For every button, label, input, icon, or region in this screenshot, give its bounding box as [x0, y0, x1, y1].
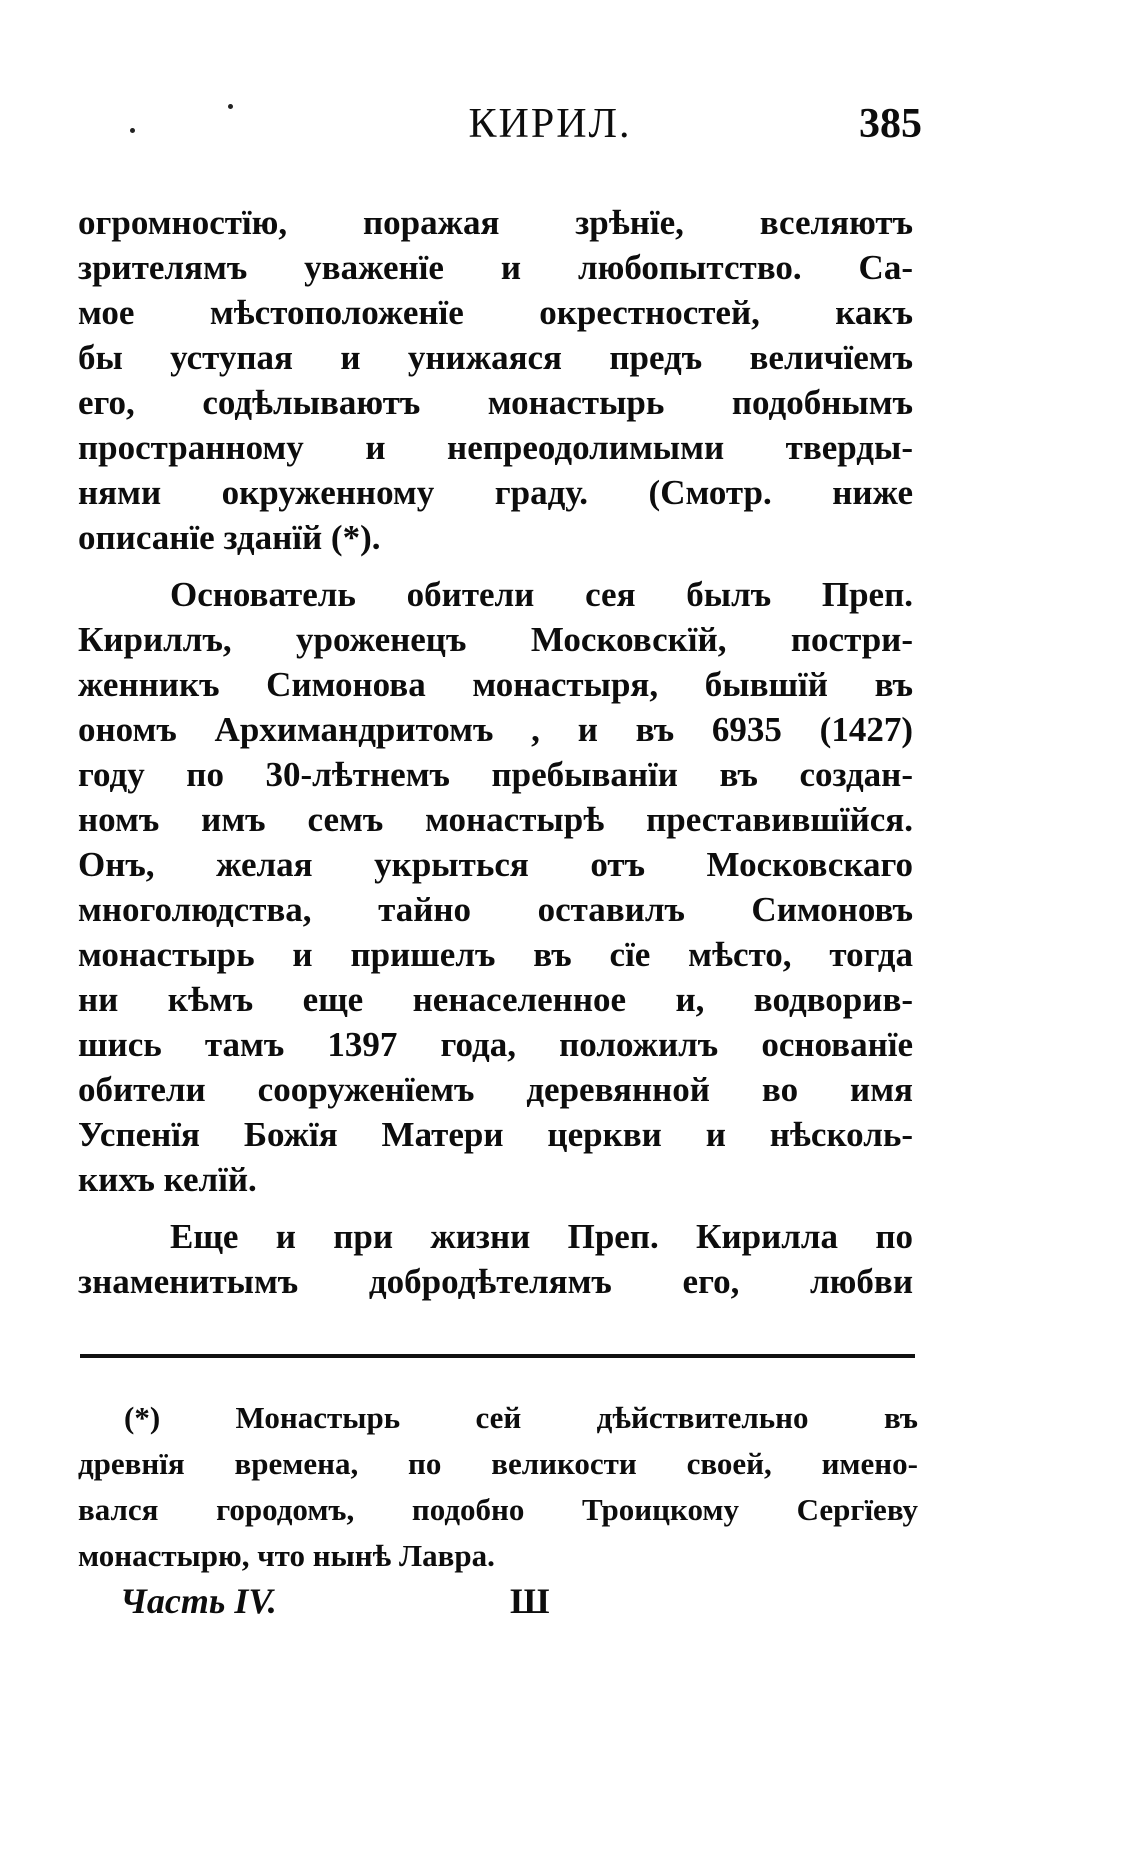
text-line: огромностїю, поражая зрѣнїе, вселяютъ: [78, 203, 913, 242]
footnote-line: вался городомъ, подобно Троицкому Сергїеву: [78, 1492, 918, 1527]
text-line: номъ имъ семъ монастырѣ преставившїйся.: [78, 800, 913, 839]
footnote: [78, 1395, 918, 1579]
running-header: [80, 100, 920, 160]
text-line: Основатель обители сея былъ Преп.: [170, 575, 913, 614]
text-line: шись тамъ 1397 года, положилъ основанїе: [78, 1025, 913, 1064]
page-number: 385: [859, 101, 922, 147]
text-line: его, содѣлываютъ монастырь подобнымъ: [78, 383, 913, 422]
running-title: КИРИЛ.: [468, 101, 632, 147]
text-line: кихъ келїй.: [78, 1160, 257, 1199]
text-line: году по 30-лѣтнемъ пребыванїи въ создан-: [78, 755, 913, 794]
text-line: Успенїя Божїя Матери церкви и нѣсколь-: [78, 1115, 913, 1154]
signature-line: [120, 1580, 820, 1622]
text-line: Еще и при жизни Преп. Кирилла по: [170, 1217, 913, 1256]
text-line: нями окруженному граду. (Смотр. ниже: [78, 473, 913, 512]
main-text: [78, 200, 913, 1304]
text-line: ономъ Архимандритомъ , и въ 6935 (1427): [78, 710, 913, 749]
text-line: знаменитымъ добродѣтелямъ его, любви: [78, 1262, 913, 1301]
text-line: ни кѣмъ еще ненаселенное и, водворив-: [78, 980, 913, 1019]
text-line: обители сооруженїемъ деревянной во имя: [78, 1070, 913, 1109]
footnote-line: (*) Монастырь сей дѣйствительно въ: [124, 1400, 918, 1435]
footnote-rule: [80, 1354, 915, 1358]
part-label: Часть IV.: [120, 1581, 277, 1621]
text-line: Кириллъ, уроженецъ Московскїй, постри-: [78, 620, 913, 659]
stray-mark: [130, 128, 135, 133]
stray-mark: [228, 104, 233, 109]
text-line: мое мѣстоположенїе окрестностей, какъ: [78, 293, 913, 332]
text-line: бы уступая и унижаяся предъ величїемъ: [78, 338, 913, 377]
text-line: зрителямъ уваженїе и любопытство. Са-: [78, 248, 913, 287]
text-line: пространному и непреодолимыми тверды-: [78, 428, 913, 467]
footnote-line: монастырю, что нынѣ Лавра.: [78, 1538, 495, 1573]
sheet-signature-mark: Ш: [510, 1581, 550, 1621]
text-line: женникъ Симонова монастыря, бывшїй въ: [78, 665, 913, 704]
text-line: описанїе зданїй (*).: [78, 518, 381, 557]
text-line: многолюдства, тайно оставилъ Симоновъ: [78, 890, 913, 929]
footnote-line: древнїя времена, по великости своей, имено-: [78, 1446, 918, 1481]
text-line: Онъ, желая укрыться отъ Московскаго: [78, 845, 913, 884]
text-line: монастырь и пришелъ въ сїе мѣсто, тогда: [78, 935, 913, 974]
